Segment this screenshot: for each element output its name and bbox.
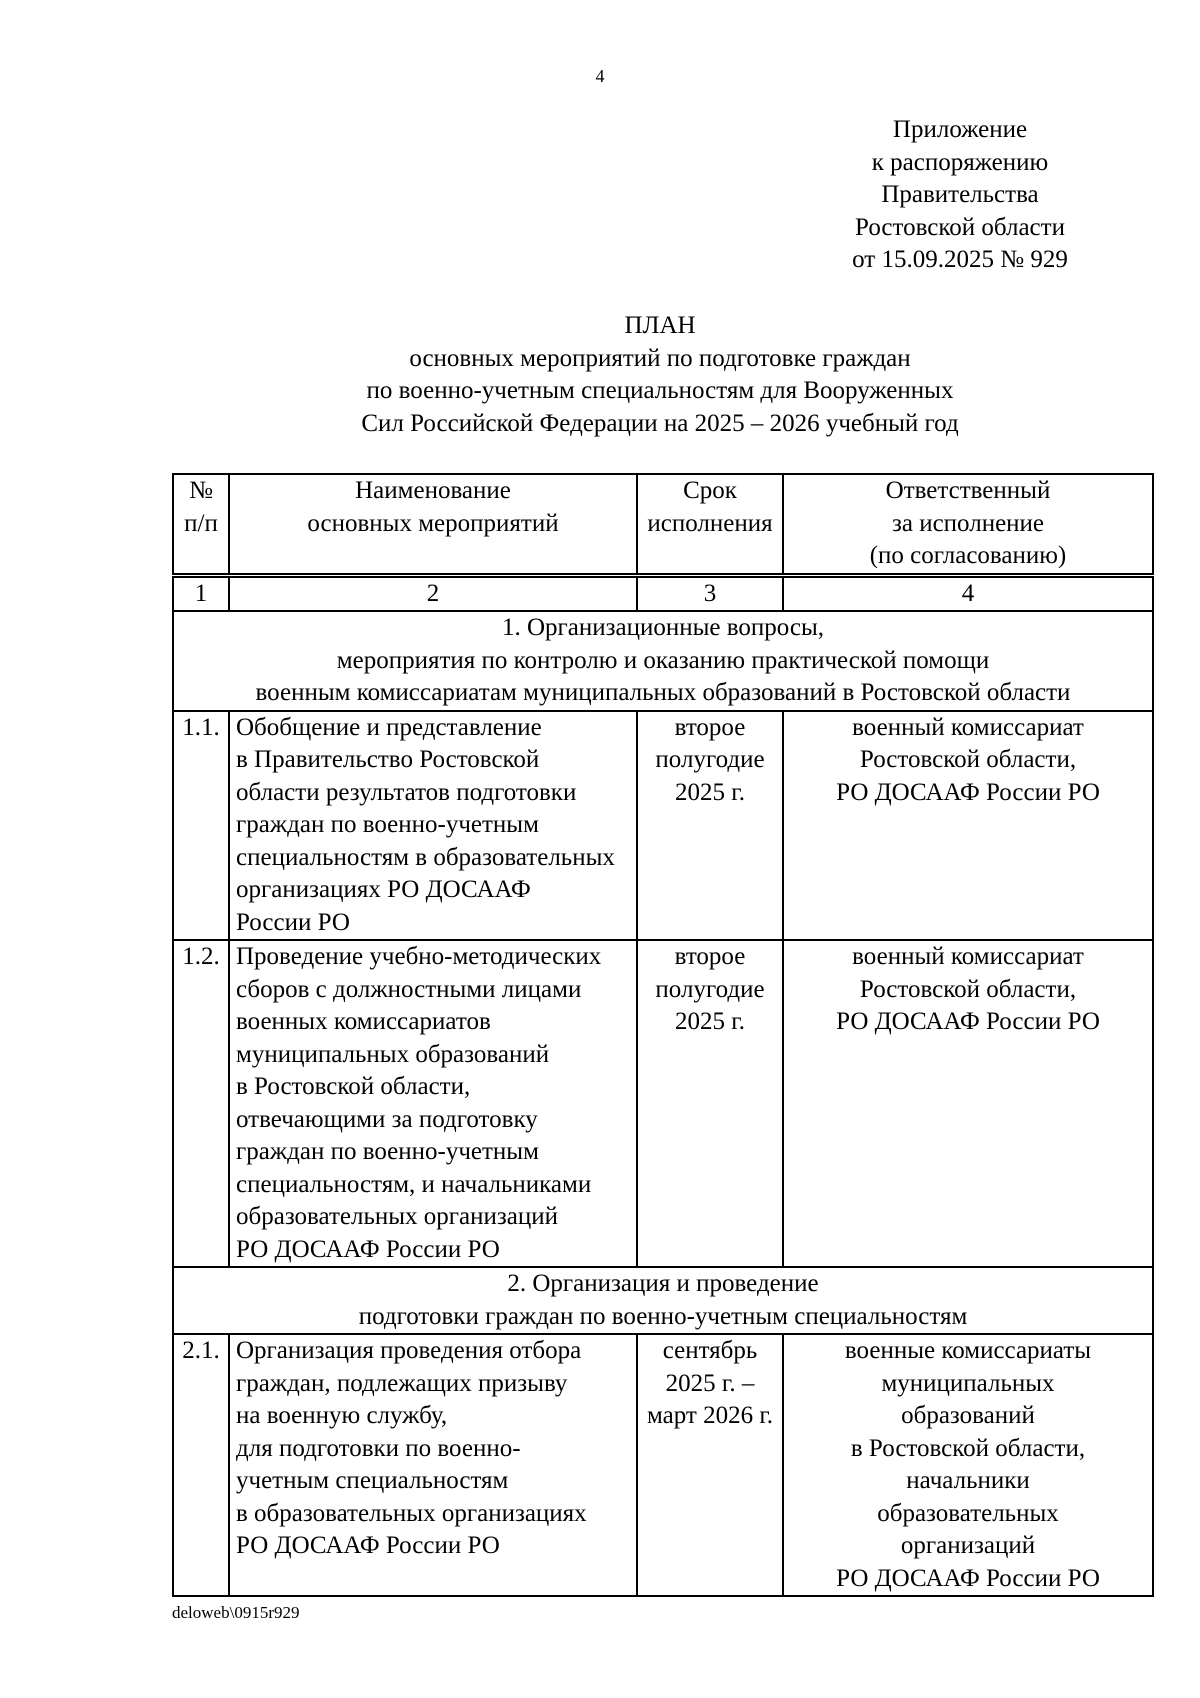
section-heading: 2. Организация и проведение подготовки граждан по военно-учетным специальностям xyxy=(173,1267,1153,1334)
plan-title xyxy=(160,310,1160,440)
column-numbers-row xyxy=(173,575,1153,611)
row-number: 1.1. xyxy=(173,711,229,941)
header-name: Наименование основных мероприятий xyxy=(229,474,637,575)
header-responsible: Ответственный за исполнение (по согласованию) xyxy=(783,474,1153,575)
header-number: № п/п xyxy=(173,474,229,575)
appendix-block xyxy=(820,114,1100,277)
section-heading: 1. Организационные вопросы, мероприятия по контролю и оказанию практической помощи военным комиссариатам муниципальных образований в Ростовской области xyxy=(173,611,1153,711)
appendix-line: Правительства xyxy=(881,181,1039,208)
row-term: второе полугодие 2025 г. xyxy=(637,711,783,941)
column-number: 4 xyxy=(783,575,1153,611)
column-number: 2 xyxy=(229,575,637,611)
table-row xyxy=(173,940,1153,1267)
title-line: ПЛАН xyxy=(624,312,696,339)
row-number: 1.2. xyxy=(173,940,229,1267)
table-row xyxy=(173,1334,1153,1596)
column-number: 1 xyxy=(173,575,229,611)
page-number: 4 xyxy=(595,66,605,86)
column-number: 3 xyxy=(637,575,783,611)
row-number: 2.1. xyxy=(173,1334,229,1596)
row-responsible: военный комиссариат Ростовской области, РО ДОСААФ России РО xyxy=(783,940,1153,1267)
row-responsible: военные комиссариаты муниципальных образований в Ростовской области, начальники образовательных организаций РО ДОСААФ России РО xyxy=(783,1334,1153,1596)
appendix-line: Приложение xyxy=(892,116,1028,143)
appendix-line: к распоряжению xyxy=(871,148,1049,176)
section-heading-row xyxy=(173,611,1153,711)
appendix-line: от 15.09.2025 № 929 xyxy=(852,246,1068,273)
title-line: основных мероприятий по подготовке граждан xyxy=(409,344,911,372)
plan-table xyxy=(172,473,1154,1597)
row-term: сентябрь 2025 г. – март 2026 г. xyxy=(637,1334,783,1596)
title-line: по военно-учетным специальностям для Вооруженных xyxy=(366,377,954,404)
section-heading-row xyxy=(173,1267,1153,1334)
document-code: deloweb\0915r929 xyxy=(172,1603,300,1622)
header-term: Срок исполнения xyxy=(637,474,783,575)
row-term: второе полугодие 2025 г. xyxy=(637,940,783,1267)
table-header-row xyxy=(173,474,1153,575)
row-name: Проведение учебно-методических сборов с должностными лицами военных комиссариатов муниципальных образований в Ростовской области, отвечающими за подготовку граждан по военно-учетным специальностям, и начальниками образовательных организаций РО ДОСААФ России РО xyxy=(229,940,637,1267)
title-line: Сил Российской Федерации на 2025 – 2026 учебный год xyxy=(361,409,959,437)
row-name: Организация проведения отбора граждан, подлежащих призыву на военную службу, для подготовки по военно- учетным специальностям в образовательных организациях РО ДОСААФ России РО xyxy=(229,1334,637,1596)
table-row xyxy=(173,711,1153,941)
row-responsible: военный комиссариат Ростовской области, РО ДОСААФ России РО xyxy=(783,711,1153,941)
appendix-line: Ростовской области xyxy=(855,213,1065,241)
row-name: Обобщение и представление в Правительство Ростовской области результатов подготовки граждан по военно-учетным специальностям в образовательных организациях РО ДОСААФ России РО xyxy=(229,711,637,941)
